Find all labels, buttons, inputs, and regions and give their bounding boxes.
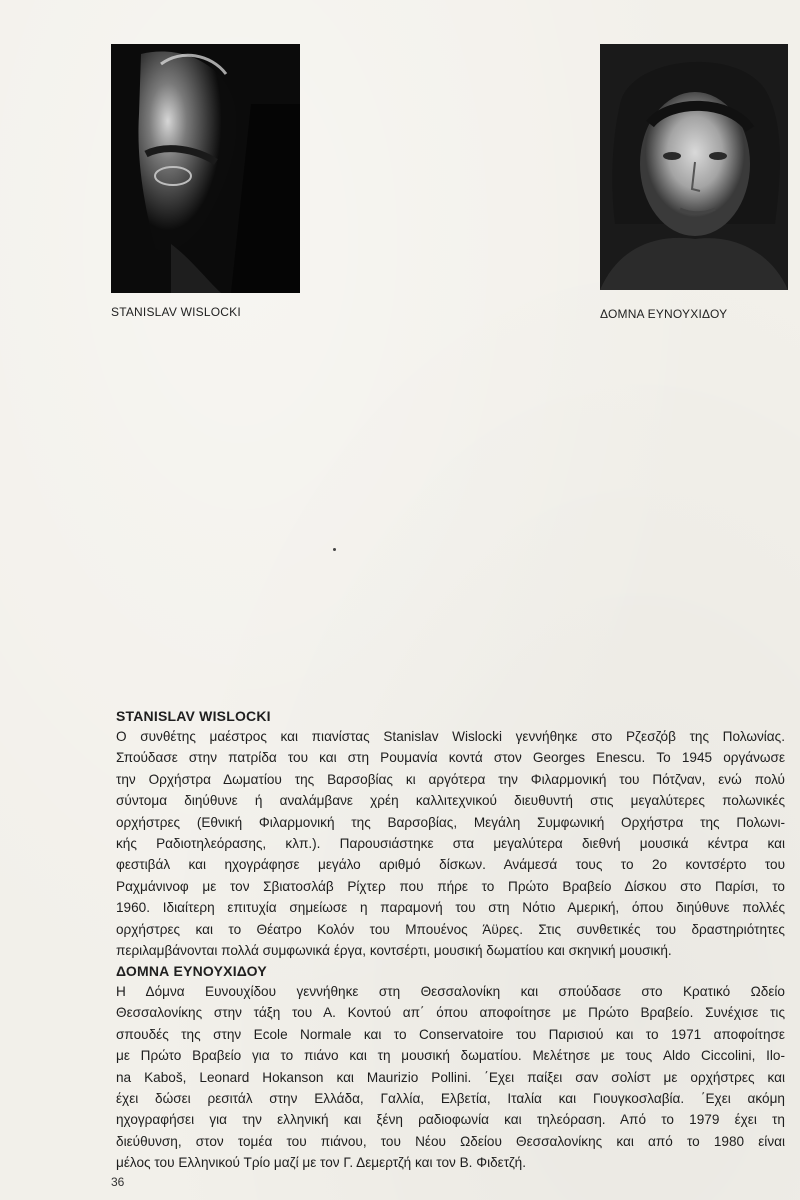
bio-heading: STANISLAV WISLOCKI	[116, 708, 271, 724]
bio-line: με Πρώτο Βραβείο για το πιάνο και τη μουσική δωματίου. Μελέτησε με τους Aldo Ciccolini, Ilo-	[116, 1048, 785, 1064]
bio-line: σύντομα διηύθυνε ή αναλάμβανε χρέη καλλιτεχνικού διευθυντή στις μεγαλύτερες πολωνικές	[116, 793, 785, 809]
portrait-photo-wislocki	[111, 44, 300, 293]
bio-line: μέλος του Ελληνικού Τρίο μαζί με τον Γ. Δεμερτζή και τον Β. Φιδετζή.	[116, 1155, 526, 1171]
bio-line: διεύθυνση, στον τομέα του πιάνου, του Νέου Ωδείου Θεσσαλονίκης και από το 1980 είναι	[116, 1133, 785, 1149]
photo-caption-eunouchidou: ΔΟΜΝΑ ΕΥΝΟΥΧΙΔΟΥ	[600, 307, 728, 321]
bio-body	[116, 726, 785, 961]
bio-line: Θεσσαλονίκης στην τάξη του Α. Κοντού απ΄ όπου αποφοίτησε με Πρώτο Βραβείο. Συνέχισε τις	[116, 1005, 785, 1021]
bio-line: ορχήστρες και το Θέατρο Κολόν του Μπουένος Άϋρες. Στις συνθετικές του δραστηριότητες	[116, 921, 785, 937]
photo-caption-wislocki: STANISLAV WISLOCKI	[111, 305, 241, 319]
bio-line: έχει δώσει ρεσιτάλ στην Ελλάδα, Γαλλία, Ελβετία, Ιταλία και Γιουγκοσλαβία. ΄Εχει ακόμη	[116, 1091, 785, 1107]
bio-line: φεστιβάλ και ηχογράφησε μεγάλο αριθμό δίσκων. Ανάμεσά τους το 2ο κοντσέρτο του	[116, 857, 785, 873]
bio-line: ορχήστρες (Εθνική Φιλαρμονική της Βαρσοβίας, Μεγάλη Συμφωνική Ορχήστρα της Πολωνι-	[116, 814, 785, 830]
bio-section-eunouchidou	[116, 961, 785, 1174]
bio-line: na Kaboš, Leonard Hokanson και Maurizio Pollini. ΄Εχει παίξει σαν σολίστ με ορχήστρες και	[116, 1069, 785, 1085]
bio-line: ηχογραφήσει για την ελληνική και ξένη ραδιοφωνία και τηλεόραση. Από το 1979 έχει τη	[116, 1112, 785, 1128]
bio-body	[116, 981, 785, 1174]
portrait-photo-eunouchidou	[600, 44, 788, 290]
bio-line: 1960. Ιδιαίτερη επιτυχία σημείωσε η παραμονή του στη Νότιο Αμερική, όπου διηύθυνε πολλές	[116, 900, 785, 916]
portrait-woman-icon	[600, 44, 788, 290]
bio-line: περιλαμβάνονται πολλά συμφωνικά έργα, κοντσέρτι, μουσική δωματίου και σκηνική μουσική.	[116, 943, 672, 959]
bio-section-wislocki	[116, 706, 785, 961]
bio-line: Ο συνθέτης μαέστρος και πιανίστας Stanislav Wislocki γεννήθηκε στο Ρζεσζόβ της Πολωνίας.	[116, 729, 785, 744]
bio-line: Ραχμάνινοφ με τον Σβιατοσλάβ Ρίχτερ που πήρε το Πρώτο Βραβείο Δίσκου στο Παρίσι, το	[116, 878, 785, 894]
bio-line: την Ορχήστρα Δωματίου της Βαρσοβίας κι αργότερα την Φιλαρμονική του Πότζναν, ενώ πολύ	[116, 771, 785, 787]
print-speck	[333, 548, 336, 551]
bio-line: κής Ραδιοτηλεόρασης, κλπ.). Παρουσιάστηκε στα μεγαλύτερα διεθνή μουσικά κέντρα και	[116, 836, 785, 852]
portrait-man-icon	[111, 44, 300, 293]
page-number: 36	[111, 1175, 125, 1189]
bio-line: Σπούδασε στην πατρίδα του και στη Ρουμανία κοντά στον Georges Enescu. Το 1945 οργάνωσε	[116, 750, 785, 766]
bio-heading: ΔΟΜΝΑ ΕΥΝΟΥΧΙΔΟΥ	[116, 963, 267, 979]
bio-line: Η Δόμνα Ευνουχίδου γεννήθηκε στη Θεσσαλονίκη και σπούδασε στο Κρατικό Ωδείο	[116, 984, 785, 999]
bio-line: σπουδές της στην Ecole Normale και το Conservatoire του Παρισιού και το 1971 αποφοίτησε	[116, 1026, 785, 1042]
